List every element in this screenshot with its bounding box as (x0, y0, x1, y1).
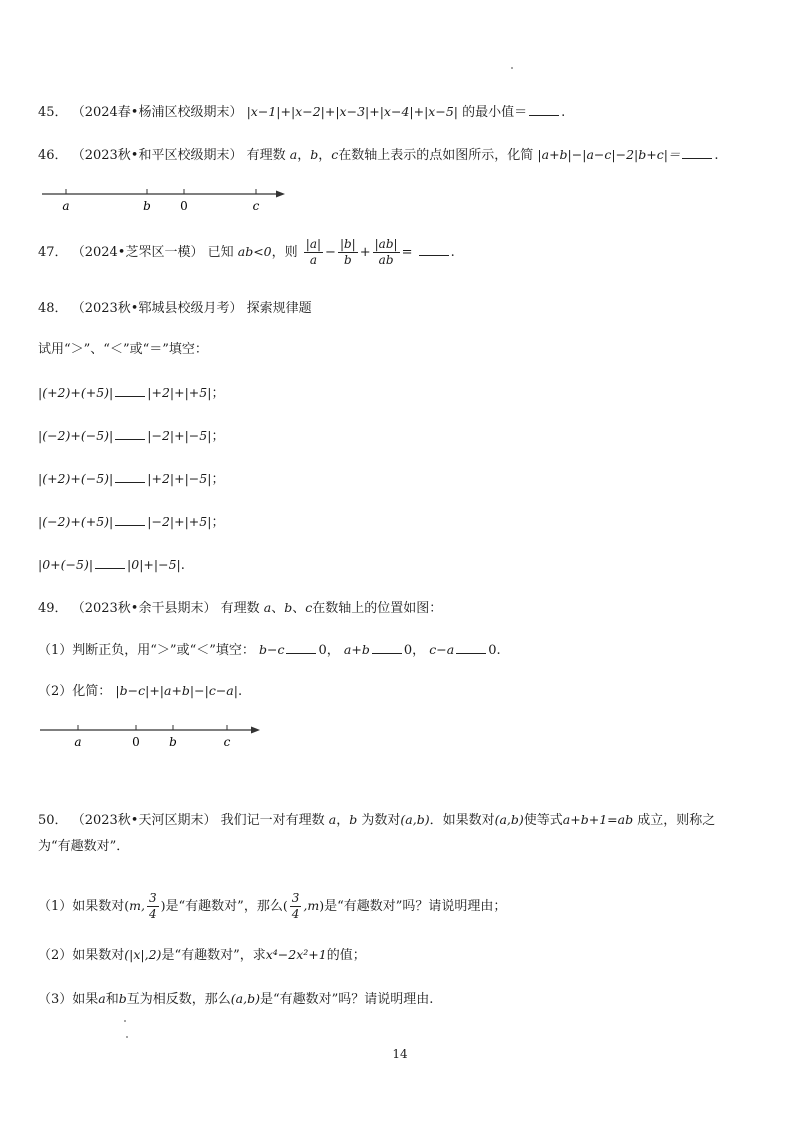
scan-dot (511, 67, 513, 69)
fraction-abs-ab: $\frac{|ab|}{ab}$ (374, 237, 398, 267)
question-number: 49． (38, 601, 68, 616)
answer-blank[interactable] (529, 103, 559, 116)
comparison-row: |(−2)+(+5)| |−2|+|+5|； (38, 514, 225, 530)
answer-blank[interactable] (115, 427, 145, 440)
answer-blank[interactable] (115, 384, 145, 397)
question-48 (38, 300, 312, 318)
label-a: a (74, 735, 82, 749)
question-source: （2024•芝罘区一模） (71, 245, 204, 260)
comparison-row: |0+(−5)| |0|+|−5|. (38, 557, 185, 573)
label-c: c (223, 735, 231, 749)
label-0: 0 (132, 735, 140, 749)
comparison-row: |(+2)+(+5)| |+2|+|+5|； (38, 385, 225, 401)
answer-blank[interactable] (95, 556, 125, 569)
question-47: 47． （2024•芝罘区一模） 已知 ab<0，则 $\frac{|a|}{a}$ − $\frac{|b|}{b}$ + $\frac{|ab|}{ab}$ = . (38, 237, 455, 267)
answer-blank[interactable] (286, 641, 316, 654)
question-number: 46． (38, 148, 68, 163)
fraction-abs-b: $\frac{|b|}{b}$ (339, 237, 356, 267)
axis-arrow (251, 727, 260, 734)
question-number: 50． (38, 813, 68, 828)
question-number: 47． (38, 245, 68, 260)
label-b: b (169, 735, 177, 749)
fraction-three-quarters: $\frac{3}{4}$ (291, 891, 300, 921)
page-number: 14 (392, 1047, 408, 1061)
answer-blank[interactable] (456, 641, 486, 654)
question-45: 45． （2024春•杨浦区校级期末） |x−1|+|x−2|+|x−3|+|x−4|+|x−5| 的最小值＝ . (38, 104, 566, 120)
scan-dot (126, 1036, 128, 1038)
comparison-row: |(+2)+(−5)| |+2|+|−5|； (38, 471, 225, 487)
axis-arrow (276, 191, 285, 198)
question-source: （2024春•杨浦区校级期末） (71, 105, 243, 120)
question-49-part-1: （1）判断正负，用“＞”或“＜”填空： b−c 0， a+b 0， c−a 0. (38, 642, 501, 658)
question-source: （2023秋•和平区校级期末） (71, 148, 243, 163)
question-48-intro: 试用“＞”、“＜”或“＝”填空： (38, 342, 208, 357)
question-50-part-2: （2）如果数对(|x|,2)是“有趣数对”，求x⁴−2x²+1的值； (38, 947, 366, 963)
answer-blank[interactable] (115, 513, 145, 526)
math-expression: |a+b|−|a−c|−2|b+c|＝ (537, 147, 681, 162)
question-50-part-1: （1）如果数对(m, $\frac{3}{4}$ )是“有趣数对”，那么( $\frac{3}{4}$ ,m)是“有趣数对”吗？请说明理由； (38, 891, 507, 921)
label-0: 0 (180, 199, 188, 213)
question-46: 46． （2023秋•和平区校级期末） 有理数 a，b，c在数轴上表示的点如图所示，化简 |a+b|−|a−c|−2|b+c|＝ . (38, 147, 719, 163)
answer-blank[interactable] (372, 641, 402, 654)
question-50-part-3: （3）如果a和b互为相反数，那么(a,b)是“有趣数对”吗？请说明理由. (38, 991, 434, 1007)
question-49-part-2: （2）化简： |b−c|+|a+b|−|c−a|. (38, 683, 243, 699)
question-50-cont: 为“有趣数对”． (38, 839, 130, 854)
answer-blank[interactable] (682, 146, 712, 159)
number-line-svg (38, 724, 268, 754)
question-source: （2023秋•天河区期末） (71, 813, 217, 828)
label-b: b (143, 199, 151, 213)
question-text: 的最小值＝ (462, 105, 528, 120)
answer-blank[interactable] (115, 470, 145, 483)
label-a: a (62, 199, 70, 213)
question-49: 49． （2023秋•余干县期末） 有理数 a、b、c在数轴上的位置如图： (38, 600, 443, 616)
math-expression: |x−1|+|x−2|+|x−3|+|x−4|+|x−5| (246, 104, 458, 119)
number-line-svg (40, 188, 290, 218)
question-source: （2023秋•郓城县校级月考） (71, 301, 243, 316)
scan-dot (124, 1020, 126, 1022)
answer-blank[interactable] (419, 243, 449, 256)
question-source: （2023秋•余干县期末） (71, 601, 217, 616)
number-line-49 (38, 724, 268, 754)
label-c: c (252, 199, 260, 213)
question-number: 48． (38, 301, 68, 316)
comparison-row: |(−2)+(−5)| |−2|+|−5|； (38, 428, 225, 444)
fraction-abs-a: $\frac{|a|}{a}$ (305, 237, 322, 267)
question-title: 探索规律题 (246, 301, 312, 316)
number-line-46 (40, 188, 290, 218)
fraction-three-quarters: $\frac{3}{4}$ (149, 891, 157, 921)
question-number: 45． (38, 105, 68, 120)
question-50: 50． （2023秋•天河区期末） 我们记一对有理数 a，b 为数对(a,b)．如果数对(a,b)使等式a+b+1=ab 成立，则称之 (38, 812, 716, 828)
